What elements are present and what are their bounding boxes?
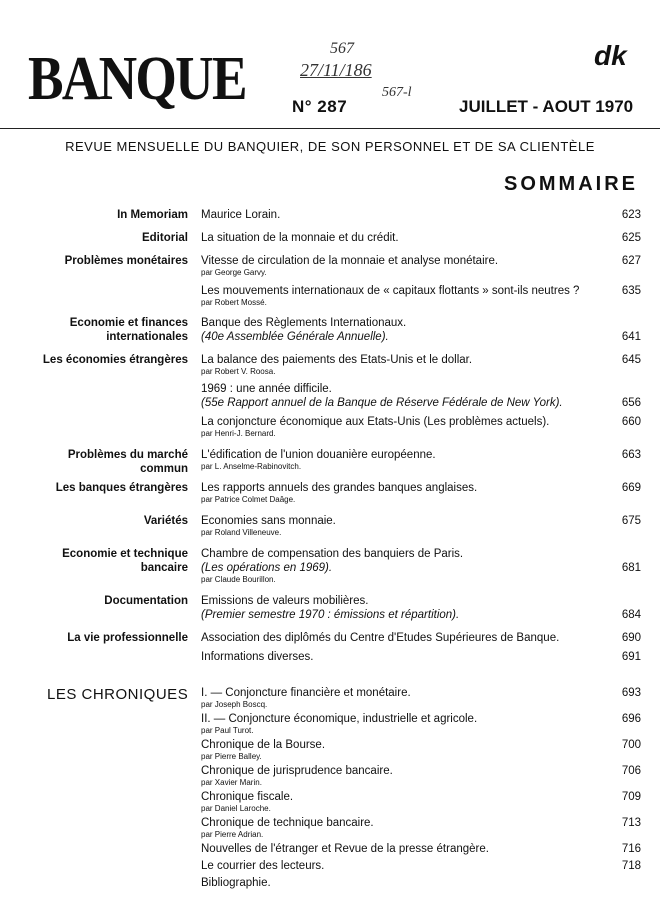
- toc-item: [201, 738, 641, 762]
- handwritten-note-1: 567: [330, 40, 354, 57]
- page-number: 700: [621, 739, 641, 751]
- item-title: Chambre de compensation des banquiers de Paris.: [201, 548, 464, 560]
- page-number: 706: [621, 765, 641, 777]
- chroniques-section: [0, 686, 660, 890]
- toc-item: [201, 594, 641, 622]
- item-title: Chronique fiscale.: [201, 791, 294, 803]
- toc-section: [0, 208, 660, 222]
- section-label: Economie et finances internationales: [69, 317, 188, 343]
- item-author: par L. Anselme-Rabinovitch.: [201, 462, 302, 471]
- toc-section: [0, 547, 660, 585]
- item-author: par Robert Mossé.: [201, 298, 267, 307]
- item-title: La conjoncture économique aux Etats-Unis (Les problèmes actuels).: [201, 416, 550, 428]
- masthead-title: BANQUE: [28, 45, 246, 113]
- page-number: 645: [621, 354, 641, 366]
- item-author: par Patrice Colmet Daâge.: [201, 495, 296, 504]
- toc-section: [0, 514, 660, 538]
- toc-section: [0, 353, 660, 439]
- toc-item: [201, 650, 641, 664]
- page-number: 656: [621, 397, 641, 409]
- page-number: 716: [621, 843, 641, 855]
- item-author: par Claude Bourillon.: [201, 575, 276, 584]
- item-title: Economies sans monnaie.: [201, 515, 336, 527]
- item-subtitle: (40e Assemblée Générale Annuelle).: [201, 331, 389, 343]
- section-label: Variétés: [143, 515, 188, 527]
- item-title: Informations diverses.: [201, 651, 314, 663]
- toc-item: [201, 842, 641, 856]
- item-title: I. — Conjoncture financière et monétaire.: [201, 687, 411, 699]
- toc-section: [0, 631, 660, 664]
- publisher-logo: dk: [594, 40, 627, 71]
- item-title: Nouvelles de l'étranger et Revue de la presse étrangère.: [201, 843, 489, 855]
- sommaire-heading: SOMMAIRE: [504, 173, 638, 195]
- item-author: par Joseph Boscq.: [201, 700, 268, 709]
- page-number: 627: [621, 255, 641, 267]
- section-label: Documentation: [104, 595, 188, 607]
- toc-section: [0, 481, 660, 505]
- item-author: par George Garvy.: [201, 268, 267, 277]
- toc-section: [0, 594, 660, 622]
- toc-item: [201, 859, 641, 873]
- item-author: par Paul Turot.: [201, 726, 254, 735]
- toc-section: [0, 231, 660, 245]
- handwritten-note-2: 27/11/186: [300, 60, 372, 80]
- toc-item: [201, 764, 641, 788]
- item-title: Le courrier des lecteurs.: [201, 860, 325, 872]
- page-number: 669: [621, 482, 641, 494]
- page-number: 681: [621, 562, 641, 574]
- toc-item: [201, 231, 641, 245]
- item-subtitle: (Les opérations en 1969).: [201, 562, 333, 574]
- issue-number: N° 287: [292, 97, 348, 116]
- item-title: Vitesse de circulation de la monnaie et analyse monétaire.: [201, 255, 499, 267]
- toc-item: [201, 876, 641, 890]
- page-number: 675: [621, 515, 641, 527]
- toc-item: [201, 415, 641, 439]
- table-of-contents: [0, 208, 660, 890]
- section-label: La vie professionnelle: [67, 632, 188, 644]
- page-number: 641: [621, 331, 641, 343]
- item-title: Chronique de jurisprudence bancaire.: [201, 765, 393, 777]
- item-author: par Henri-J. Bernard.: [201, 429, 276, 438]
- toc-item: [201, 481, 641, 505]
- toc-item: [201, 284, 641, 308]
- item-title: Les rapports annuels des grandes banques anglaises.: [201, 482, 478, 494]
- item-author: par Daniel Laroche.: [201, 804, 271, 813]
- toc-item: [201, 514, 641, 538]
- toc-item: [201, 790, 641, 814]
- page-number: 623: [621, 209, 641, 221]
- item-title: Association des diplômés du Centre d'Etudes Supérieures de Banque.: [201, 632, 560, 644]
- item-author: par Robert V. Roosa.: [201, 367, 276, 376]
- toc-item: [201, 353, 641, 377]
- issue-date: JUILLET - AOUT 1970: [459, 97, 634, 116]
- page-number: 660: [621, 416, 641, 428]
- item-title: Emissions de valeurs mobilières.: [201, 595, 369, 607]
- item-title: La balance des paiements des Etats-Unis et le dollar.: [201, 354, 473, 366]
- toc-section: [0, 448, 660, 475]
- item-author: par Roland Villeneuve.: [201, 528, 282, 537]
- section-label: Les économies étrangères: [42, 354, 188, 366]
- item-author: par Xavier Marin.: [201, 778, 262, 787]
- toc-item: [201, 547, 641, 585]
- toc-item: [201, 316, 641, 344]
- page-number: 625: [621, 232, 641, 244]
- item-title: II. — Conjoncture économique, industrielle et agricole.: [201, 713, 478, 725]
- item-subtitle: (55e Rapport annuel de la Banque de Réserve Fédérale de New York).: [201, 397, 563, 409]
- toc-item: [201, 712, 641, 736]
- handwritten-note-3: 567-l: [382, 85, 412, 100]
- page-number: 693: [621, 687, 641, 699]
- item-title: 1969 : une année difficile.: [201, 383, 332, 395]
- toc-section: [0, 316, 660, 344]
- item-title: Chronique de technique bancaire.: [201, 817, 374, 829]
- section-label: Les banques étrangères: [55, 482, 188, 494]
- item-author: par Pierre Adrian.: [201, 830, 264, 839]
- toc-item: [201, 382, 641, 410]
- item-title: Banque des Règlements Internationaux.: [201, 317, 407, 329]
- page-number: 696: [621, 713, 641, 725]
- item-title: Les mouvements internationaux de « capitaux flottants » sont-ils neutres ?: [201, 285, 580, 297]
- header-divider: [0, 128, 660, 129]
- page-number: 635: [621, 285, 641, 297]
- item-subtitle: (Premier semestre 1970 : émissions et répartition).: [201, 609, 460, 621]
- section-label: Problèmes monétaires: [64, 255, 188, 267]
- page-number: 709: [621, 791, 641, 803]
- page-number: 690: [621, 632, 641, 644]
- item-title: Chronique de la Bourse.: [201, 739, 326, 751]
- toc-item: [201, 631, 641, 645]
- item-title: Maurice Lorain.: [201, 209, 281, 221]
- subtitle: REVUE MENSUELLE DU BANQUIER, DE SON PERSONNEL ET DE SA CLIENTÈLE: [65, 139, 595, 154]
- page-number: 718: [621, 860, 641, 872]
- toc-item: [201, 448, 641, 472]
- item-title: La situation de la monnaie et du crédit.: [201, 232, 399, 244]
- page-number: 663: [621, 449, 641, 461]
- page-number: 684: [621, 609, 641, 621]
- toc-item: [201, 208, 641, 222]
- section-label: Problèmes du marché commun: [67, 449, 188, 475]
- toc-item: [201, 254, 641, 278]
- section-label: Editorial: [141, 232, 188, 244]
- page-number: 691: [621, 651, 641, 663]
- toc-section: [0, 254, 660, 308]
- section-label: Economie et technique bancaire: [62, 548, 188, 574]
- item-author: par Pierre Balley.: [201, 752, 262, 761]
- page-number: 713: [621, 817, 641, 829]
- item-title: L'édification de l'union douanière européenne.: [201, 449, 436, 461]
- toc-item: [201, 686, 641, 710]
- section-label: In Memoriam: [117, 209, 188, 221]
- toc-item: [201, 816, 641, 840]
- item-title: Bibliographie.: [201, 877, 271, 889]
- chroniques-heading: LES CHRONIQUES: [47, 686, 189, 703]
